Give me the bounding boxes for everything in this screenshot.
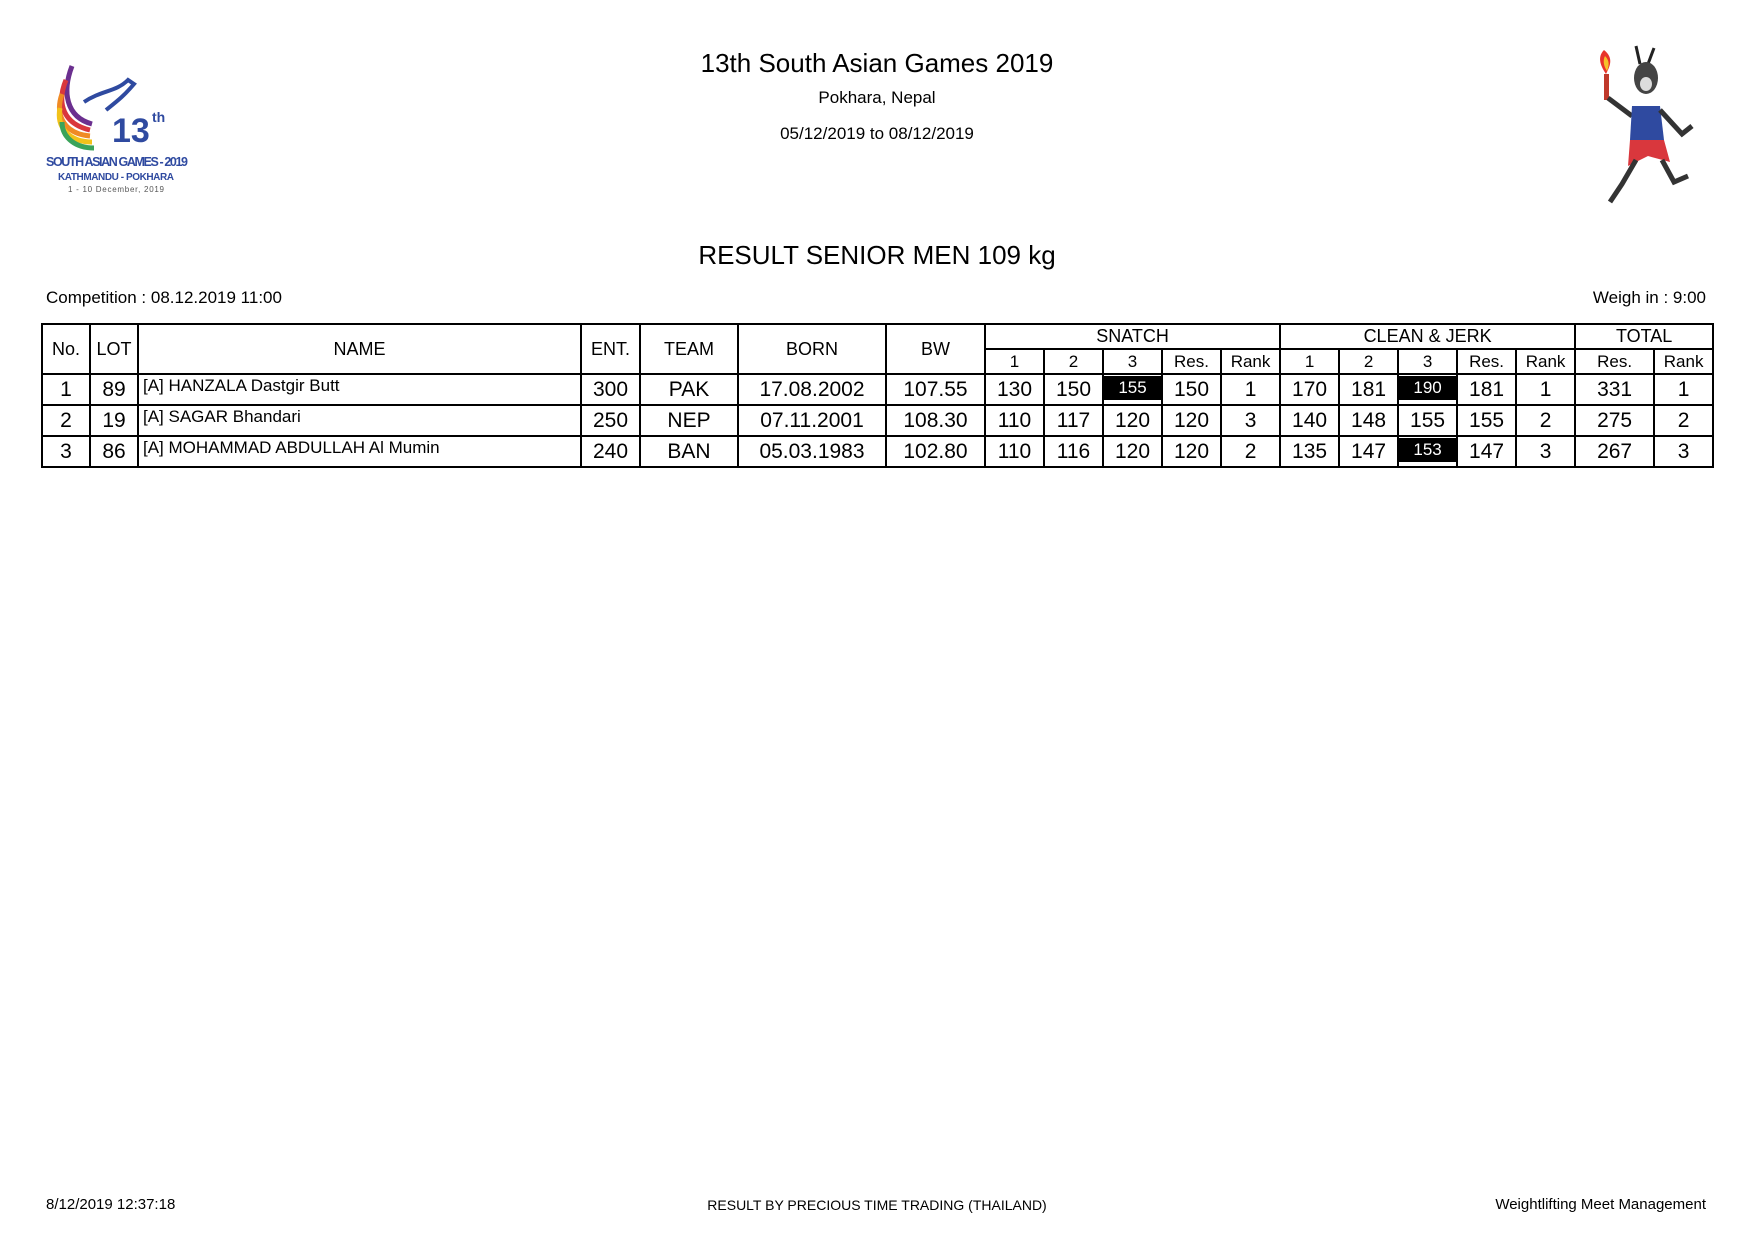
footer-credit: RESULT BY PRECIOUS TIME TRADING (THAILAND) — [707, 1197, 1047, 1213]
cell-snatch-2: 116 — [1044, 436, 1103, 467]
venue: Pokhara, Nepal — [818, 88, 936, 107]
cell-cj-rank: 1 — [1516, 374, 1575, 405]
cell-lot: 86 — [90, 436, 138, 467]
col-cj-rank: Rank — [1516, 349, 1575, 374]
cell-lot: 89 — [90, 374, 138, 405]
col-total-rank: Rank — [1654, 349, 1713, 374]
cell-snatch-res: 150 — [1162, 374, 1221, 405]
cell-snatch-3: 120 — [1103, 405, 1162, 436]
failed-lift-value: 153 — [1399, 438, 1456, 462]
svg-text:13: 13 — [112, 112, 150, 150]
header-row — [42, 324, 1713, 349]
cell-snatch-1: 110 — [985, 436, 1044, 467]
col-total-res: Res. — [1575, 349, 1654, 374]
cell-total: 267 — [1575, 436, 1654, 467]
cell-cj-res: 155 — [1457, 405, 1516, 436]
col-snatch-1: 1 — [985, 349, 1044, 374]
col-bw: BW — [886, 324, 985, 374]
cell-lot: 19 — [90, 405, 138, 436]
cell-snatch-3: 120 — [1103, 436, 1162, 467]
cell-snatch-3-failed — [1103, 374, 1162, 405]
svg-text:th: th — [152, 109, 166, 125]
cell-no: 3 — [42, 436, 90, 467]
result-title: RESULT SENIOR MEN 109 kg — [698, 240, 1056, 270]
cell-team: PAK — [640, 374, 738, 405]
cell-name: [A] MOHAMMAD ABDULLAH Al Mumin — [138, 436, 581, 467]
col-clean-jerk: CLEAN & JERK — [1280, 324, 1575, 349]
col-cj-1: 1 — [1280, 349, 1339, 374]
competition-time: Competition : 08.12.2019 11:00 — [46, 288, 282, 307]
col-cj-3: 3 — [1398, 349, 1457, 374]
cell-bw: 102.80 — [886, 436, 985, 467]
cell-cj-3: 155 — [1398, 405, 1457, 436]
cell-snatch-rank: 2 — [1221, 436, 1280, 467]
cell-born: 17.08.2002 — [738, 374, 886, 405]
cell-total-rank: 1 — [1654, 374, 1713, 405]
cell-born: 05.03.1983 — [738, 436, 886, 467]
col-snatch: SNATCH — [985, 324, 1280, 349]
results-table — [41, 323, 1714, 468]
cell-ent: 250 — [581, 405, 640, 436]
col-born: BORN — [738, 324, 886, 374]
col-cj-2: 2 — [1339, 349, 1398, 374]
cell-ent: 240 — [581, 436, 640, 467]
col-lot: LOT — [90, 324, 138, 374]
svg-text:1 - 10 December, 2019: 1 - 10 December, 2019 — [68, 185, 164, 194]
cell-total-rank: 2 — [1654, 405, 1713, 436]
cell-total-rank: 3 — [1654, 436, 1713, 467]
cell-name: [A] HANZALA Dastgir Butt — [138, 374, 581, 405]
cell-cj-2: 181 — [1339, 374, 1398, 405]
cell-no: 2 — [42, 405, 90, 436]
cell-cj-1: 135 — [1280, 436, 1339, 467]
col-snatch-rank: Rank — [1221, 349, 1280, 374]
cell-bw: 108.30 — [886, 405, 985, 436]
col-no: No. — [42, 324, 90, 374]
table-row — [42, 405, 1713, 436]
event-dates: 05/12/2019 to 08/12/2019 — [780, 124, 974, 143]
cell-total: 331 — [1575, 374, 1654, 405]
cell-cj-3-failed — [1398, 436, 1457, 467]
cell-no: 1 — [42, 374, 90, 405]
cell-cj-res: 147 — [1457, 436, 1516, 467]
cell-name: [A] SAGAR Bhandari — [138, 405, 581, 436]
cell-snatch-1: 130 — [985, 374, 1044, 405]
cell-cj-res: 181 — [1457, 374, 1516, 405]
col-snatch-res: Res. — [1162, 349, 1221, 374]
cell-snatch-rank: 3 — [1221, 405, 1280, 436]
col-snatch-2: 2 — [1044, 349, 1103, 374]
cell-cj-2: 147 — [1339, 436, 1398, 467]
col-name: NAME — [138, 324, 581, 374]
event-title: 13th South Asian Games 2019 — [700, 48, 1054, 78]
footer-software: Weightlifting Meet Management — [1495, 1196, 1706, 1213]
cell-team: BAN — [640, 436, 738, 467]
table-row — [42, 374, 1713, 405]
col-total: TOTAL — [1575, 324, 1713, 349]
cell-snatch-res: 120 — [1162, 405, 1221, 436]
table-row — [42, 436, 1713, 467]
svg-text:KATHMANDU - POKHARA: KATHMANDU - POKHARA — [58, 172, 174, 183]
col-cj-res: Res. — [1457, 349, 1516, 374]
cell-cj-2: 148 — [1339, 405, 1398, 436]
weigh-in-time: Weigh in : 9:00 — [1592, 288, 1706, 307]
svg-text:SOUTH ASIAN GAMES - 2019: SOUTH ASIAN GAMES - 2019 — [46, 155, 189, 169]
cell-ent: 300 — [581, 374, 640, 405]
cell-cj-rank: 2 — [1516, 405, 1575, 436]
cell-bw: 107.55 — [886, 374, 985, 405]
failed-lift-value: 155 — [1104, 376, 1161, 400]
cell-cj-1: 140 — [1280, 405, 1339, 436]
col-ent: ENT. — [581, 324, 640, 374]
cell-cj-3-failed — [1398, 374, 1457, 405]
cell-snatch-rank: 1 — [1221, 374, 1280, 405]
cell-born: 07.11.2001 — [738, 405, 886, 436]
col-snatch-3: 3 — [1103, 349, 1162, 374]
cell-total: 275 — [1575, 405, 1654, 436]
cell-snatch-1: 110 — [985, 405, 1044, 436]
footer-timestamp: 8/12/2019 12:37:18 — [46, 1196, 176, 1213]
cell-cj-1: 170 — [1280, 374, 1339, 405]
failed-lift-value: 190 — [1399, 376, 1456, 400]
cell-snatch-res: 120 — [1162, 436, 1221, 467]
cell-snatch-2: 117 — [1044, 405, 1103, 436]
cell-team: NEP — [640, 405, 738, 436]
cell-snatch-2: 150 — [1044, 374, 1103, 405]
cell-cj-rank: 3 — [1516, 436, 1575, 467]
col-team: TEAM — [640, 324, 738, 374]
